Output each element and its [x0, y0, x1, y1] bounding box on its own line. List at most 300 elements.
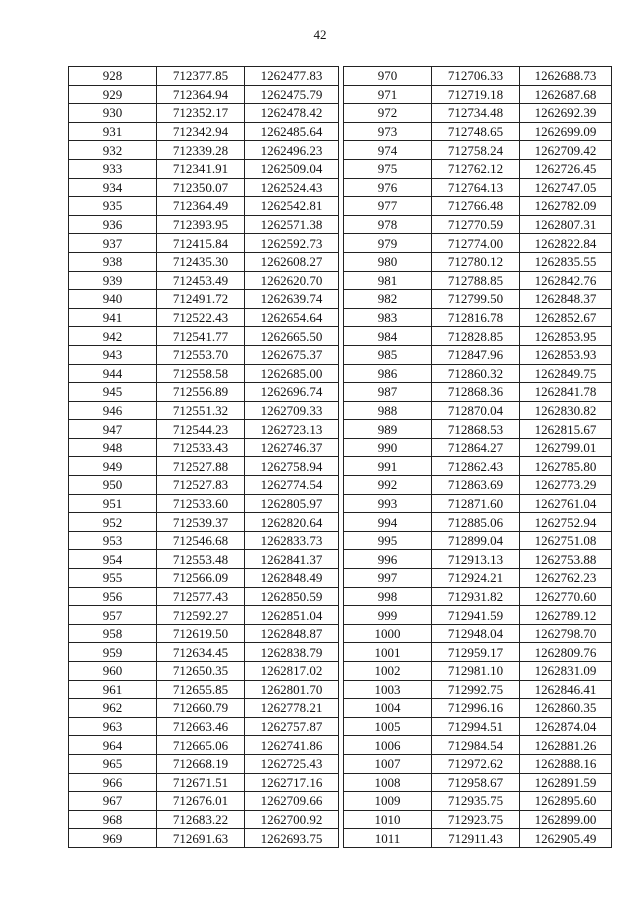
x-coordinate-cell: 712931.82 [432, 587, 520, 606]
x-coordinate-cell: 712350.07 [157, 178, 245, 197]
point-number-cell: 1003 [344, 680, 432, 699]
point-number-cell: 990 [344, 438, 432, 457]
point-number-cell: 972 [344, 104, 432, 123]
y-coordinate-cell: 1262700.92 [245, 810, 339, 829]
table-row [344, 215, 612, 234]
y-coordinate-cell: 1262685.00 [245, 364, 339, 383]
table-row [69, 662, 339, 681]
x-coordinate-cell: 712860.32 [432, 364, 520, 383]
y-coordinate-cell: 1262747.05 [520, 178, 612, 197]
x-coordinate-cell: 712527.83 [157, 476, 245, 495]
point-number-cell: 964 [69, 736, 157, 755]
x-coordinate-cell: 712972.62 [432, 754, 520, 773]
y-coordinate-cell: 1262831.09 [520, 662, 612, 681]
x-coordinate-cell: 712683.22 [157, 810, 245, 829]
x-coordinate-cell: 712553.48 [157, 550, 245, 569]
y-coordinate-cell: 1262696.74 [245, 383, 339, 402]
point-number-cell: 986 [344, 364, 432, 383]
y-coordinate-cell: 1262822.84 [520, 234, 612, 253]
x-coordinate-cell: 712364.94 [157, 85, 245, 104]
point-number-cell: 985 [344, 345, 432, 364]
y-coordinate-cell: 1262853.93 [520, 345, 612, 364]
point-number-cell: 966 [69, 773, 157, 792]
point-number-cell: 982 [344, 290, 432, 309]
table-row [344, 67, 612, 86]
point-number-cell: 981 [344, 271, 432, 290]
y-coordinate-cell: 1262692.39 [520, 104, 612, 123]
x-coordinate-cell: 712650.35 [157, 662, 245, 681]
y-coordinate-cell: 1262852.67 [520, 308, 612, 327]
y-coordinate-cell: 1262807.31 [520, 215, 612, 234]
y-coordinate-cell: 1262592.73 [245, 234, 339, 253]
point-number-cell: 997 [344, 569, 432, 588]
y-coordinate-cell: 1262675.37 [245, 345, 339, 364]
y-coordinate-cell: 1262726.45 [520, 159, 612, 178]
table-row [69, 736, 339, 755]
x-coordinate-cell: 712342.94 [157, 122, 245, 141]
y-coordinate-cell: 1262477.83 [245, 67, 339, 86]
x-coordinate-cell: 712522.43 [157, 308, 245, 327]
point-number-cell: 1002 [344, 662, 432, 681]
y-coordinate-cell: 1262874.04 [520, 717, 612, 736]
x-coordinate-cell: 712762.12 [432, 159, 520, 178]
table-row [344, 717, 612, 736]
point-number-cell: 955 [69, 569, 157, 588]
point-number-cell: 960 [69, 662, 157, 681]
table-row [344, 699, 612, 718]
point-number-cell: 994 [344, 513, 432, 532]
point-number-cell: 992 [344, 476, 432, 495]
y-coordinate-cell: 1262753.88 [520, 550, 612, 569]
point-number-cell: 951 [69, 494, 157, 513]
x-coordinate-cell: 712663.46 [157, 717, 245, 736]
y-coordinate-cell: 1262509.04 [245, 159, 339, 178]
point-number-cell: 967 [69, 792, 157, 811]
point-number-cell: 952 [69, 513, 157, 532]
x-coordinate-cell: 712660.79 [157, 699, 245, 718]
point-number-cell: 1000 [344, 624, 432, 643]
point-number-cell: 963 [69, 717, 157, 736]
point-number-cell: 970 [344, 67, 432, 86]
table-row [69, 717, 339, 736]
table-row [344, 290, 612, 309]
table-row [344, 476, 612, 495]
x-coordinate-cell: 712566.09 [157, 569, 245, 588]
table-row [69, 67, 339, 86]
x-coordinate-cell: 712847.96 [432, 345, 520, 364]
y-coordinate-cell: 1262751.08 [520, 531, 612, 550]
point-number-cell: 961 [69, 680, 157, 699]
table-row [344, 308, 612, 327]
x-coordinate-cell: 712339.28 [157, 141, 245, 160]
point-number-cell: 993 [344, 494, 432, 513]
x-coordinate-cell: 712994.51 [432, 717, 520, 736]
x-coordinate-cell: 712758.24 [432, 141, 520, 160]
x-coordinate-cell: 712551.32 [157, 401, 245, 420]
point-number-cell: 959 [69, 643, 157, 662]
point-number-cell: 979 [344, 234, 432, 253]
point-number-cell: 971 [344, 85, 432, 104]
y-coordinate-cell: 1262848.87 [245, 624, 339, 643]
point-number-cell: 1009 [344, 792, 432, 811]
table-row [344, 104, 612, 123]
table-row [344, 401, 612, 420]
x-coordinate-cell: 712734.48 [432, 104, 520, 123]
point-number-cell: 988 [344, 401, 432, 420]
point-number-cell: 1006 [344, 736, 432, 755]
y-coordinate-cell: 1262709.42 [520, 141, 612, 160]
x-coordinate-cell: 712799.50 [432, 290, 520, 309]
table-row [344, 810, 612, 829]
y-coordinate-cell: 1262688.73 [520, 67, 612, 86]
x-coordinate-cell: 712453.49 [157, 271, 245, 290]
table-row [69, 587, 339, 606]
y-coordinate-cell: 1262841.78 [520, 383, 612, 402]
y-coordinate-cell: 1262848.49 [245, 569, 339, 588]
point-number-cell: 1005 [344, 717, 432, 736]
table-row [344, 829, 612, 848]
x-coordinate-cell: 712770.59 [432, 215, 520, 234]
table-row [69, 345, 339, 364]
table-row [344, 420, 612, 439]
y-coordinate-cell: 1262741.86 [245, 736, 339, 755]
table-row [344, 85, 612, 104]
y-coordinate-cell: 1262820.64 [245, 513, 339, 532]
table-row [344, 606, 612, 625]
y-coordinate-cell: 1262905.49 [520, 829, 612, 848]
y-coordinate-cell: 1262774.54 [245, 476, 339, 495]
x-coordinate-cell: 712863.69 [432, 476, 520, 495]
table-row [344, 587, 612, 606]
y-coordinate-cell: 1262687.68 [520, 85, 612, 104]
x-coordinate-cell: 712871.60 [432, 494, 520, 513]
x-coordinate-cell: 712992.75 [432, 680, 520, 699]
point-number-cell: 953 [69, 531, 157, 550]
table-row [344, 569, 612, 588]
y-coordinate-cell: 1262699.09 [520, 122, 612, 141]
y-coordinate-cell: 1262770.60 [520, 587, 612, 606]
x-coordinate-cell: 712556.89 [157, 383, 245, 402]
x-coordinate-cell: 712655.85 [157, 680, 245, 699]
table-row [344, 438, 612, 457]
table-row [69, 773, 339, 792]
point-number-cell: 942 [69, 327, 157, 346]
table-row [344, 754, 612, 773]
y-coordinate-cell: 1262849.75 [520, 364, 612, 383]
x-coordinate-cell: 712377.85 [157, 67, 245, 86]
point-number-cell: 1008 [344, 773, 432, 792]
x-coordinate-cell: 712862.43 [432, 457, 520, 476]
x-coordinate-cell: 712959.17 [432, 643, 520, 662]
point-number-cell: 976 [344, 178, 432, 197]
table-row [344, 773, 612, 792]
point-number-cell: 995 [344, 531, 432, 550]
y-coordinate-cell: 1262830.82 [520, 401, 612, 420]
y-coordinate-cell: 1262851.04 [245, 606, 339, 625]
point-number-cell: 948 [69, 438, 157, 457]
point-number-cell: 968 [69, 810, 157, 829]
table-row [344, 364, 612, 383]
table-row [69, 308, 339, 327]
table-row [344, 736, 612, 755]
point-number-cell: 943 [69, 345, 157, 364]
table-row [69, 364, 339, 383]
y-coordinate-cell: 1262853.95 [520, 327, 612, 346]
table-row [69, 476, 339, 495]
table-row [344, 643, 612, 662]
x-coordinate-cell: 712527.88 [157, 457, 245, 476]
y-coordinate-cell: 1262761.04 [520, 494, 612, 513]
x-coordinate-cell: 712539.37 [157, 513, 245, 532]
y-coordinate-cell: 1262881.26 [520, 736, 612, 755]
x-coordinate-cell: 712774.00 [432, 234, 520, 253]
point-number-cell: 991 [344, 457, 432, 476]
point-number-cell: 957 [69, 606, 157, 625]
y-coordinate-cell: 1262789.12 [520, 606, 612, 625]
x-coordinate-cell: 712634.45 [157, 643, 245, 662]
x-coordinate-cell: 712868.53 [432, 420, 520, 439]
y-coordinate-cell: 1262758.94 [245, 457, 339, 476]
x-coordinate-cell: 712546.68 [157, 531, 245, 550]
x-coordinate-cell: 712558.58 [157, 364, 245, 383]
x-coordinate-cell: 712435.30 [157, 252, 245, 271]
table-row [69, 680, 339, 699]
y-coordinate-cell: 1262888.16 [520, 754, 612, 773]
table-row [69, 215, 339, 234]
table-row [344, 234, 612, 253]
y-coordinate-cell: 1262860.35 [520, 699, 612, 718]
y-coordinate-cell: 1262891.59 [520, 773, 612, 792]
x-coordinate-cell: 712719.18 [432, 85, 520, 104]
y-coordinate-cell: 1262899.00 [520, 810, 612, 829]
table-row [69, 383, 339, 402]
point-number-cell: 933 [69, 159, 157, 178]
x-coordinate-cell: 712870.04 [432, 401, 520, 420]
table-row [69, 754, 339, 773]
x-coordinate-cell: 712533.43 [157, 438, 245, 457]
table-row [344, 550, 612, 569]
x-coordinate-cell: 712491.72 [157, 290, 245, 309]
table-row [69, 438, 339, 457]
point-number-cell: 998 [344, 587, 432, 606]
point-number-cell: 934 [69, 178, 157, 197]
point-number-cell: 980 [344, 252, 432, 271]
x-coordinate-cell: 712748.65 [432, 122, 520, 141]
point-number-cell: 946 [69, 401, 157, 420]
point-number-cell: 940 [69, 290, 157, 309]
y-coordinate-cell: 1262608.27 [245, 252, 339, 271]
table-row [69, 550, 339, 569]
table-row [69, 401, 339, 420]
y-coordinate-cell: 1262496.23 [245, 141, 339, 160]
table-row [69, 457, 339, 476]
x-coordinate-cell: 712885.06 [432, 513, 520, 532]
y-coordinate-cell: 1262848.37 [520, 290, 612, 309]
y-coordinate-cell: 1262723.13 [245, 420, 339, 439]
table-row [69, 159, 339, 178]
y-coordinate-cell: 1262475.79 [245, 85, 339, 104]
table-row [69, 569, 339, 588]
x-coordinate-cell: 712415.84 [157, 234, 245, 253]
x-coordinate-cell: 712665.06 [157, 736, 245, 755]
x-coordinate-cell: 712923.75 [432, 810, 520, 829]
point-number-cell: 954 [69, 550, 157, 569]
table-row [344, 159, 612, 178]
table-row [69, 420, 339, 439]
table-row [69, 234, 339, 253]
x-coordinate-cell: 712958.67 [432, 773, 520, 792]
y-coordinate-cell: 1262805.97 [245, 494, 339, 513]
y-coordinate-cell: 1262746.37 [245, 438, 339, 457]
y-coordinate-cell: 1262801.70 [245, 680, 339, 699]
y-coordinate-cell: 1262485.64 [245, 122, 339, 141]
x-coordinate-cell: 712619.50 [157, 624, 245, 643]
table-row [69, 792, 339, 811]
table-row [69, 271, 339, 290]
point-number-cell: 941 [69, 308, 157, 327]
x-coordinate-cell: 712393.95 [157, 215, 245, 234]
y-coordinate-cell: 1262782.09 [520, 197, 612, 216]
table-row [344, 122, 612, 141]
y-coordinate-cell: 1262693.75 [245, 829, 339, 848]
y-coordinate-cell: 1262620.70 [245, 271, 339, 290]
y-coordinate-cell: 1262815.67 [520, 420, 612, 439]
y-coordinate-cell: 1262785.80 [520, 457, 612, 476]
point-number-cell: 999 [344, 606, 432, 625]
y-coordinate-cell: 1262833.73 [245, 531, 339, 550]
point-number-cell: 947 [69, 420, 157, 439]
point-number-cell: 950 [69, 476, 157, 495]
y-coordinate-cell: 1262850.59 [245, 587, 339, 606]
point-number-cell: 1001 [344, 643, 432, 662]
point-number-cell: 965 [69, 754, 157, 773]
y-coordinate-cell: 1262709.33 [245, 401, 339, 420]
x-coordinate-cell: 712706.33 [432, 67, 520, 86]
table-row [69, 606, 339, 625]
x-coordinate-cell: 712941.59 [432, 606, 520, 625]
y-coordinate-cell: 1262799.01 [520, 438, 612, 457]
table-row [69, 494, 339, 513]
page-number: 42 [313, 27, 327, 42]
point-number-cell: 949 [69, 457, 157, 476]
y-coordinate-cell: 1262838.79 [245, 643, 339, 662]
point-number-cell: 969 [69, 829, 157, 848]
point-number-cell: 929 [69, 85, 157, 104]
y-coordinate-cell: 1262571.38 [245, 215, 339, 234]
x-coordinate-cell: 712671.51 [157, 773, 245, 792]
y-coordinate-cell: 1262841.37 [245, 550, 339, 569]
table-row [69, 178, 339, 197]
y-coordinate-cell: 1262773.29 [520, 476, 612, 495]
x-coordinate-cell: 712577.43 [157, 587, 245, 606]
table-row [344, 197, 612, 216]
x-coordinate-cell: 712766.48 [432, 197, 520, 216]
table-row [69, 122, 339, 141]
point-number-cell: 945 [69, 383, 157, 402]
point-number-cell: 978 [344, 215, 432, 234]
point-number-cell: 944 [69, 364, 157, 383]
x-coordinate-cell: 712541.77 [157, 327, 245, 346]
x-coordinate-cell: 712352.17 [157, 104, 245, 123]
table-row [69, 290, 339, 309]
coordinates-table-right [343, 66, 612, 848]
x-coordinate-cell: 712592.27 [157, 606, 245, 625]
point-number-cell: 1007 [344, 754, 432, 773]
y-coordinate-cell: 1262665.50 [245, 327, 339, 346]
table-row [344, 662, 612, 681]
table-row [69, 197, 339, 216]
y-coordinate-cell: 1262809.76 [520, 643, 612, 662]
x-coordinate-cell: 712691.63 [157, 829, 245, 848]
x-coordinate-cell: 712364.49 [157, 197, 245, 216]
x-coordinate-cell: 712913.13 [432, 550, 520, 569]
table-row [69, 85, 339, 104]
y-coordinate-cell: 1262846.41 [520, 680, 612, 699]
point-number-cell: 932 [69, 141, 157, 160]
x-coordinate-cell: 712984.54 [432, 736, 520, 755]
y-coordinate-cell: 1262709.66 [245, 792, 339, 811]
y-coordinate-cell: 1262654.64 [245, 308, 339, 327]
table-row [344, 383, 612, 402]
point-number-cell: 930 [69, 104, 157, 123]
point-number-cell: 973 [344, 122, 432, 141]
x-coordinate-cell: 712981.10 [432, 662, 520, 681]
x-coordinate-cell: 712816.78 [432, 308, 520, 327]
x-coordinate-cell: 712924.21 [432, 569, 520, 588]
table-row [69, 624, 339, 643]
table-row [69, 104, 339, 123]
point-number-cell: 958 [69, 624, 157, 643]
table-row [69, 810, 339, 829]
table-row [69, 829, 339, 848]
table-row [69, 252, 339, 271]
point-number-cell: 931 [69, 122, 157, 141]
point-number-cell: 928 [69, 67, 157, 86]
point-number-cell: 974 [344, 141, 432, 160]
point-number-cell: 1010 [344, 810, 432, 829]
point-number-cell: 962 [69, 699, 157, 718]
x-coordinate-cell: 712828.85 [432, 327, 520, 346]
y-coordinate-cell: 1262798.70 [520, 624, 612, 643]
y-coordinate-cell: 1262717.16 [245, 773, 339, 792]
point-number-cell: 975 [344, 159, 432, 178]
x-coordinate-cell: 712341.91 [157, 159, 245, 178]
y-coordinate-cell: 1262639.74 [245, 290, 339, 309]
x-coordinate-cell: 712553.70 [157, 345, 245, 364]
y-coordinate-cell: 1262478.42 [245, 104, 339, 123]
table-row [344, 624, 612, 643]
point-number-cell: 936 [69, 215, 157, 234]
table-row [344, 457, 612, 476]
coordinates-table-left [68, 66, 339, 848]
x-coordinate-cell: 712948.04 [432, 624, 520, 643]
x-coordinate-cell: 712544.23 [157, 420, 245, 439]
y-coordinate-cell: 1262542.81 [245, 197, 339, 216]
table-row [344, 513, 612, 532]
point-number-cell: 977 [344, 197, 432, 216]
point-number-cell: 1004 [344, 699, 432, 718]
table-row [69, 327, 339, 346]
table-row [69, 513, 339, 532]
point-number-cell: 937 [69, 234, 157, 253]
x-coordinate-cell: 712911.43 [432, 829, 520, 848]
table-row [344, 680, 612, 699]
table-row [344, 494, 612, 513]
x-coordinate-cell: 712935.75 [432, 792, 520, 811]
y-coordinate-cell: 1262762.23 [520, 569, 612, 588]
x-coordinate-cell: 712676.01 [157, 792, 245, 811]
y-coordinate-cell: 1262778.21 [245, 699, 339, 718]
